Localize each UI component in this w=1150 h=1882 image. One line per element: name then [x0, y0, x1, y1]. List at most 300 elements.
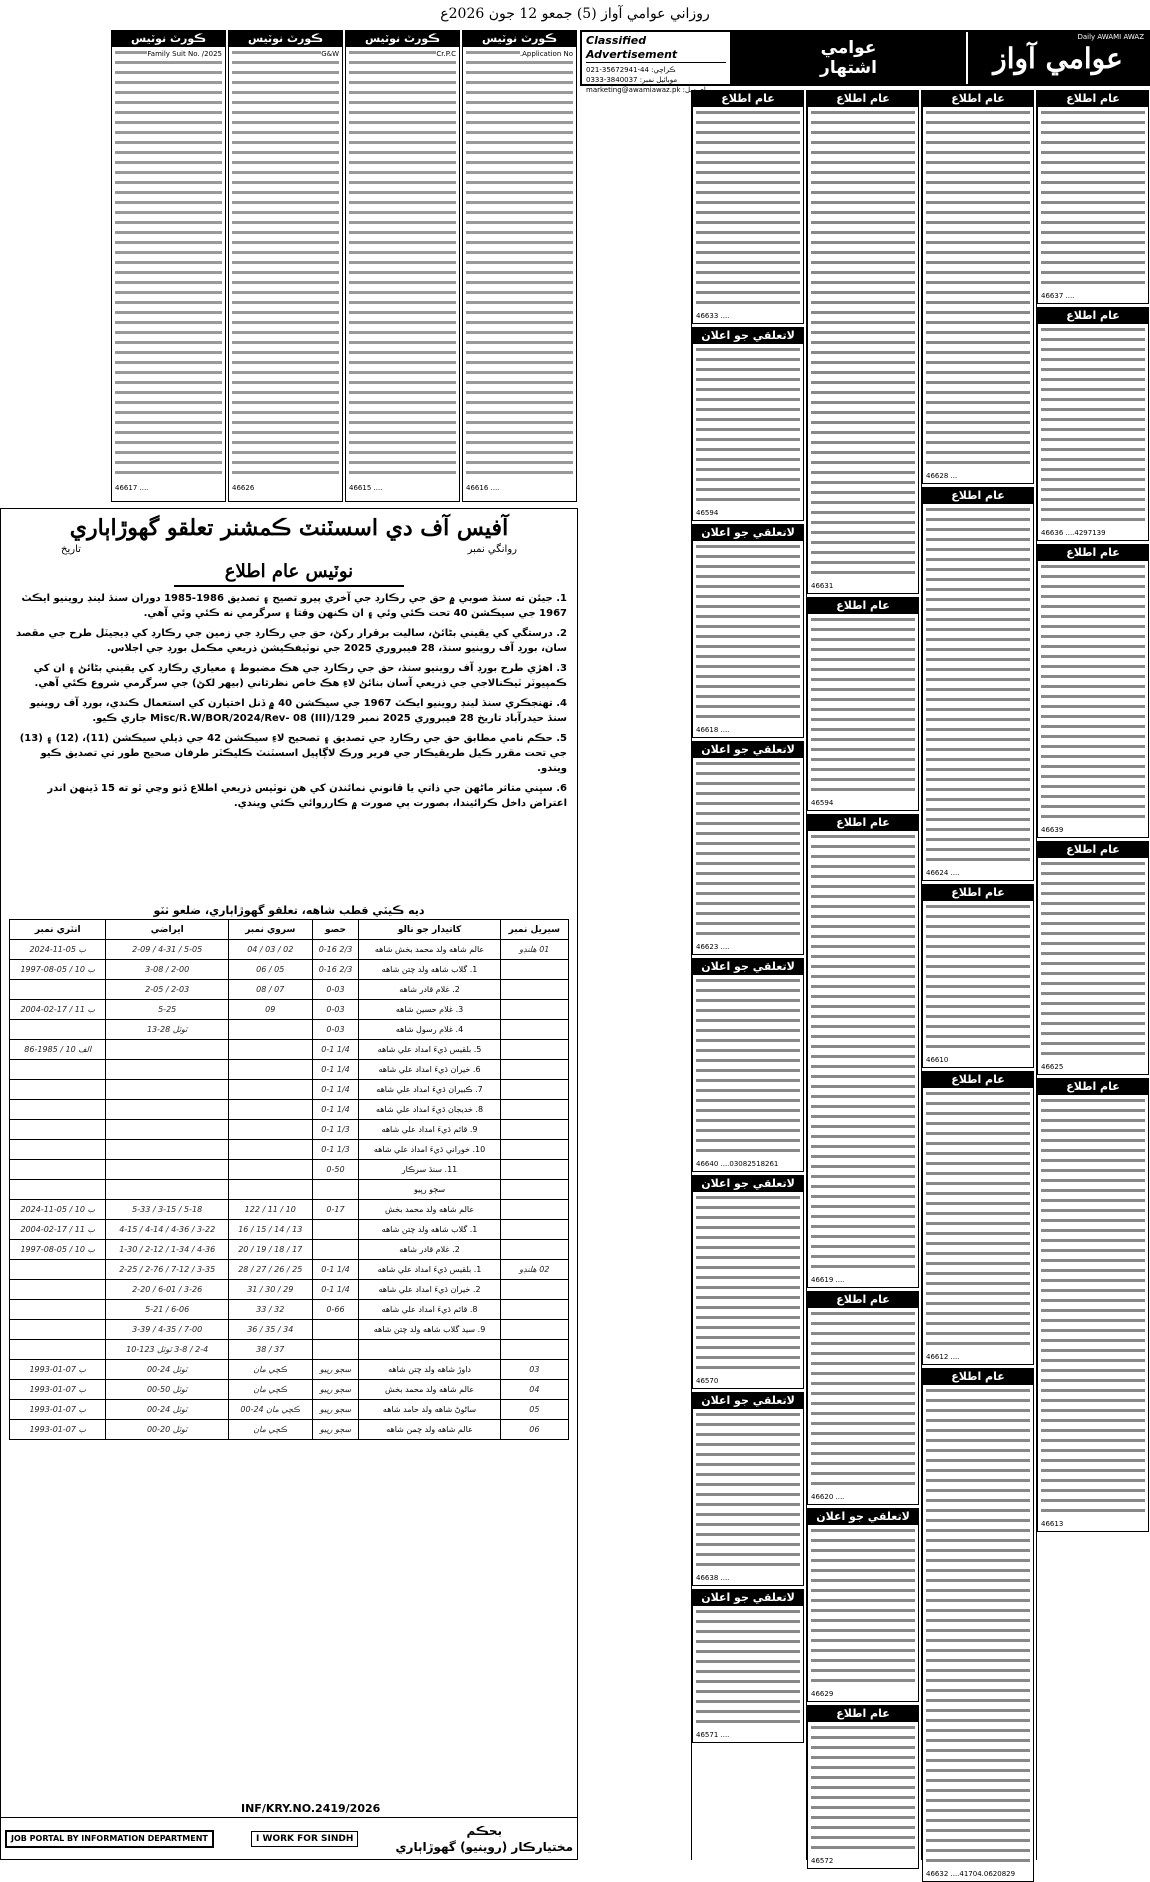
table-cell-name: 8. خديجان ڌيءَ امداد علي شاهه	[359, 1100, 500, 1120]
ad-reference: 46633 ....	[696, 312, 730, 320]
table-cell-entry: ب 10 / 05-08-1997	[10, 1240, 106, 1260]
table-cell-survey	[228, 1160, 312, 1180]
classified-ad	[922, 1071, 1034, 1365]
table-cell-serial	[500, 1060, 568, 1080]
court-notice-reference: 46615 ....	[349, 484, 383, 492]
court-notice-heading: ڪورٽ نوٽيس	[463, 31, 576, 47]
reference-line	[1, 543, 577, 557]
table-cell-name: ساڻوڻ شاهه ولد حامد شاهه	[359, 1400, 500, 1420]
court-notice-reference: 46616 ....	[466, 484, 500, 492]
table-cell-survey: 34 / 35 / 36	[228, 1320, 312, 1340]
table-cell-area: 5-25	[106, 1000, 228, 1020]
table-cell-entry	[10, 1280, 106, 1300]
classified-ad	[807, 90, 919, 594]
table-cell-serial	[500, 1160, 568, 1180]
ad-body-text	[923, 901, 1033, 1055]
ad-reference: 46638 ....	[696, 1574, 730, 1582]
table-row	[10, 1260, 569, 1280]
table-cell-serial	[500, 1120, 568, 1140]
classified-ad	[1037, 90, 1149, 304]
court-notice	[345, 30, 460, 502]
table-cell-entry: ب 11 / 17-02-2004	[10, 1220, 106, 1240]
ad-heading: عام اطلاع	[808, 91, 918, 107]
ad-body-text	[693, 1606, 803, 1730]
classified-ad	[692, 958, 804, 1172]
table-cell-serial	[500, 1080, 568, 1100]
table-cell-entry	[10, 980, 106, 1000]
table-cell-serial: 06	[500, 1420, 568, 1440]
table-cell-serial: 05	[500, 1400, 568, 1420]
ad-body-text	[923, 1385, 1033, 1869]
table-cell-share: 1/4 0-1	[312, 1080, 359, 1100]
table-cell-entry	[10, 1060, 106, 1080]
court-notice-body	[463, 47, 576, 483]
table-row	[10, 1080, 569, 1100]
table-row	[10, 960, 569, 980]
table-cell-serial	[500, 1140, 568, 1160]
table-header-cell: ايراضي	[106, 920, 228, 940]
land-record-block	[9, 901, 569, 1440]
table-cell-entry	[10, 1140, 106, 1160]
ad-reference: 46594	[811, 799, 834, 807]
table-cell-serial	[500, 1100, 568, 1120]
classified-ad	[692, 1392, 804, 1586]
table-body	[10, 940, 569, 1440]
notice-paragraph: 2. درستگي کي يقيني بڻائڻ، ساليت برقرار رکڻ، حق جي رڪارڊ جي زمين جي رڪارڊ کي ڊيجيٽل طرح جي مقصد سان، بورڊ آف روينيو سنڌ، 28 فيبروري 2025 جي نوٽيفڪيشن ذريعي مڪمل بورڊ جي اجلاس.	[15, 628, 567, 654]
ad-reference: 46594	[696, 509, 719, 517]
court-notice-fragment: Family Suit No. /2025	[147, 50, 222, 58]
ad-body-text	[693, 758, 803, 942]
table-cell-name: عالم شاهه ولد چمن شاهه	[359, 1420, 500, 1440]
left-section	[0, 30, 578, 1860]
table-cell-entry	[10, 1160, 106, 1180]
notice-paragraph: 3. اهڙي طرح بورڊ آف روينيو سنڌ، حق جي رڪارڊ جي هڪ مضبوط ۽ معياري رڪارڊ کي يقيني بڻائڻ ۽ ان کي ڪمپيوٽر ٽيڪنالاجي جي ذريعي آسان بنائڻ لاءِ هڪ خاص نظرثاني (بيهر لکڻ) جي سرگرمي شروع ڪئي آهي.	[33, 663, 567, 689]
table-cell-serial	[500, 1340, 568, 1360]
table-cell-survey	[228, 1180, 312, 1200]
table-cell-survey	[228, 1120, 312, 1140]
table-row	[10, 1040, 569, 1060]
classified-label: Classified Advertisement	[586, 34, 726, 63]
table-cell-name: 6. خيران ڌيءَ امداد علي شاهه	[359, 1060, 500, 1080]
table-cell-survey	[228, 1100, 312, 1120]
table-row	[10, 1200, 569, 1220]
court-notice	[228, 30, 343, 502]
ad-heading: عام اطلاع	[1038, 545, 1148, 561]
ad-reference: 46628 ...	[926, 472, 958, 480]
notice-title: نوٽيس عام اطلاع	[174, 559, 404, 587]
table-cell-share: سڄو رپيو	[312, 1380, 359, 1400]
table-cell-area	[106, 1160, 228, 1180]
village-heading: ديه ڪيٽي قطب شاهه، تعلقو گهوڙاٻاري، ضلعو ٺٽو	[153, 904, 425, 917]
ad-reference: 46629	[811, 1690, 834, 1698]
table-cell-area	[106, 1140, 228, 1160]
table-cell-share: 1/4 0-1	[312, 1260, 359, 1280]
table-cell-serial	[500, 1220, 568, 1240]
table-cell-area: ٽوٽل 20-00	[106, 1420, 228, 1440]
table-cell-entry	[10, 1180, 106, 1200]
ad-reference: 46636 ....4297139	[1041, 529, 1106, 537]
table-header-cell: انٽري نمبر	[10, 920, 106, 940]
table-cell-name: 7. ڪبيران ڌيءَ امداد علي شاهه	[359, 1080, 500, 1100]
table-cell-entry	[10, 1120, 106, 1140]
ad-heading: لاتعلقي جو اعلان	[693, 1590, 803, 1606]
court-notice-fragment: G&W	[321, 50, 339, 58]
newspaper-logo	[966, 32, 1148, 84]
classified-column	[921, 90, 1034, 1878]
ads-title-line1: عوامي	[820, 38, 877, 58]
table-cell-share: 0-50	[312, 1160, 359, 1180]
table-header-cell: کاتيدار جو نالو	[359, 920, 500, 940]
ad-reference: 46619 ....	[811, 1276, 845, 1284]
table-cell-name: 1. گلاب شاهه ولد چتن شاهه	[359, 960, 500, 980]
ad-heading: عام اطلاع	[923, 885, 1033, 901]
ad-heading: لاتعلقي جو اعلان	[693, 328, 803, 344]
table-row	[10, 1060, 569, 1080]
table-cell-name: 2. غلام قادر شاهه	[359, 1240, 500, 1260]
ad-reference: 46571 ....	[696, 1731, 730, 1739]
table-cell-name: 8. قائم ڌيءَ امداد علي شاهه	[359, 1300, 500, 1320]
notice-paragraph: 5. حڪم نامي مطابق حق جي رڪارڊ جي تصديق ۽ تصحيح لاءِ سيڪشن 42 جي ذيلي سيڪشن (11)، (12) ۽ (13) جي تحت مقرر ڪيل طريقيڪار جي فرير ورڪ لاڳاپيل اسسٽنٽ ڪليڪٽر طرفان صحيح طور تي تصديق ڪيو ويندو.	[19, 733, 567, 774]
table-cell-entry: ب 05-11-2024	[10, 940, 106, 960]
ad-body-text	[1038, 324, 1148, 528]
ad-heading: عام اطلاع	[1038, 1079, 1148, 1095]
table-cell-share	[312, 1340, 359, 1360]
table-cell-area	[106, 1100, 228, 1120]
table-cell-survey: 37 / 38	[228, 1340, 312, 1360]
classified-ad	[692, 741, 804, 955]
table-cell-share: 0-03	[312, 1000, 359, 1020]
table-cell-serial	[500, 1020, 568, 1040]
table-row	[10, 1140, 569, 1160]
ad-body-text	[693, 1192, 803, 1376]
table-cell-entry: ب 10 / 05-08-1997	[10, 960, 106, 980]
classified-ad	[1037, 544, 1149, 838]
ad-heading: عام اطلاع	[808, 815, 918, 831]
classified-ad	[807, 1705, 919, 1869]
table-header-cell: سروي نمبر	[228, 920, 312, 940]
table-cell-name: 2. خيران ڌيءَ امداد علي شاهه	[359, 1280, 500, 1300]
contact-line: 0333-3840037 :موبائيل نمبر	[586, 76, 678, 84]
ad-reference: 46623 ....	[696, 943, 730, 951]
table-cell-serial	[500, 960, 568, 980]
ref-label: روانگي نمبر	[467, 544, 517, 555]
table-cell-entry: ب 11 / 17-02-2004	[10, 1000, 106, 1020]
classified-ad	[1037, 307, 1149, 541]
table-row	[10, 1320, 569, 1340]
table-cell-name: 1. گلاب شاهه ولد چتن شاهه	[359, 1220, 500, 1240]
classified-ad	[807, 1291, 919, 1505]
table-cell-serial	[500, 1180, 568, 1200]
table-cell-share: سڄو رپيو	[312, 1400, 359, 1420]
contact-line: marketing@awamiawaz.pk :اي ميل	[586, 86, 706, 94]
table-cell-area: 2-03 / 2-05	[106, 980, 228, 1000]
table-cell-serial	[500, 1200, 568, 1220]
table-cell-survey: 25 / 26 / 27 / 28	[228, 1260, 312, 1280]
table-cell-area: 5-18 / 3-15 / 5-33	[106, 1200, 228, 1220]
table-cell-survey: ڪچي مان 24-00	[228, 1400, 312, 1420]
notice-paragraphs	[1, 591, 577, 811]
table-cell-area: 4-36 / 1-34 / 2-12 / 1-30	[106, 1240, 228, 1260]
classified-ad	[1037, 1078, 1149, 1532]
ad-body-text	[693, 541, 803, 725]
table-row	[10, 1120, 569, 1140]
land-record-table	[9, 919, 569, 1440]
classified-ad	[692, 1175, 804, 1389]
classified-ad	[807, 1508, 919, 1702]
court-notices-row	[0, 30, 578, 502]
table-row	[10, 1220, 569, 1240]
table-cell-serial	[500, 1040, 568, 1060]
ad-body-text	[808, 831, 918, 1275]
classified-column	[691, 90, 804, 1860]
table-cell-share: 1/3 0-1	[312, 1140, 359, 1160]
classified-ad	[692, 1589, 804, 1743]
table-cell-share: 2/3 0-16	[312, 940, 359, 960]
signature-block	[396, 1823, 573, 1855]
table-cell-share: 1/4 0-1	[312, 1040, 359, 1060]
ad-body-text	[808, 107, 918, 581]
classified-ad	[922, 1368, 1034, 1882]
ad-body-text	[923, 504, 1033, 868]
ad-body-text	[693, 1409, 803, 1573]
classified-ad	[922, 884, 1034, 1068]
ad-heading: عام اطلاع	[1038, 91, 1148, 107]
ad-body-text	[923, 107, 1033, 471]
table-cell-serial	[500, 1240, 568, 1260]
table-cell-area	[106, 1180, 228, 1200]
ad-reference: 46572	[811, 1857, 834, 1865]
table-cell-share: 0-17	[312, 1200, 359, 1220]
table-cell-entry: ب 07-01-1993	[10, 1360, 106, 1380]
table-header-cell: حصو	[312, 920, 359, 940]
table-cell-serial	[500, 1000, 568, 1020]
classified-ad	[1037, 841, 1149, 1075]
court-notice-reference: 46617 ....	[115, 484, 149, 492]
date-label: تاريخ	[61, 544, 81, 555]
table-row	[10, 1100, 569, 1120]
table-cell-survey: 17 / 18 / 19 / 20	[228, 1240, 312, 1260]
table-cell-name	[359, 1340, 500, 1360]
court-notice	[462, 30, 577, 502]
signature-line2: مختيارڪار (روينيو) گهوڙاٻاري	[395, 1839, 573, 1854]
court-notice-heading: ڪورٽ نوٽيس	[346, 31, 459, 47]
classified-ad	[807, 814, 919, 1288]
classified-column	[806, 90, 919, 1865]
ad-heading: عام اطلاع	[808, 1706, 918, 1722]
ad-heading: لاتعلقي جو اعلان	[693, 959, 803, 975]
classified-ad	[692, 90, 804, 324]
ad-heading: عام اطلاع	[808, 598, 918, 614]
table-cell-name: 9. سيد گلاب شاهه ولد چتن شاهه	[359, 1320, 500, 1340]
ad-heading: لاتعلقي جو اعلان	[808, 1509, 918, 1525]
table-row	[10, 1000, 569, 1020]
table-cell-entry: ب 07-01-1993	[10, 1420, 106, 1440]
table-cell-survey	[228, 1020, 312, 1040]
table-cell-share: 1/4 0-1	[312, 1060, 359, 1080]
ad-reference: 46610	[926, 1056, 949, 1064]
government-notice	[0, 508, 578, 1860]
ad-reference: 46639	[1041, 826, 1064, 834]
classified-columns	[580, 90, 1150, 1878]
table-cell-area: 2-4 / 3-8 ٽوٽل 123-10	[106, 1340, 228, 1360]
table-cell-area: ٽوٽل 50-00	[106, 1380, 228, 1400]
classified-ad	[922, 90, 1034, 484]
classified-ad	[922, 487, 1034, 881]
table-cell-serial: 03	[500, 1360, 568, 1380]
ad-body-text	[808, 1308, 918, 1492]
court-notice-body	[229, 47, 342, 483]
classifieds-masthead	[580, 30, 1150, 94]
table-row	[10, 1240, 569, 1260]
table-cell-entry	[10, 1300, 106, 1320]
ad-heading: لاتعلقي جو اعلان	[693, 1176, 803, 1192]
table-row	[10, 1280, 569, 1300]
table-row	[10, 1160, 569, 1180]
table-cell-area: ٽوٽل 24-00	[106, 1400, 228, 1420]
table-cell-share	[312, 1220, 359, 1240]
table-cell-survey	[228, 1080, 312, 1100]
ad-heading: عام اطلاع	[923, 1072, 1033, 1088]
table-cell-area	[106, 1120, 228, 1140]
table-cell-entry	[10, 1020, 106, 1040]
table-cell-entry	[10, 1320, 106, 1340]
ad-reference: 46613	[1041, 1520, 1064, 1528]
table-cell-entry: الف 10 / 1985-86	[10, 1040, 106, 1060]
ad-body-text	[693, 344, 803, 508]
ad-body-text	[1038, 107, 1148, 291]
table-cell-survey	[228, 1060, 312, 1080]
court-notice	[111, 30, 226, 502]
ad-reference: 46632 ....41704.0620829	[926, 1870, 1016, 1878]
ad-heading: عام اطلاع	[1038, 308, 1148, 324]
table-cell-entry: ب 07-01-1993	[10, 1380, 106, 1400]
table-cell-area: ٽوٽل 24-00	[106, 1360, 228, 1380]
ad-body-text	[808, 1722, 918, 1856]
ad-reference: 46640 ....03082518261	[696, 1160, 779, 1168]
table-cell-name: 9. قائم ڌيءَ امداد علي شاهه	[359, 1120, 500, 1140]
notice-paragraph: 4. تهنجڪري سنڌ لينڊ روينيو ايڪٽ 1967 جي سيڪشن 40 ۾ ڏنل اختيارن کي استعمال ڪندي، بورڊ آف روينيو سنڌ حيدرآباد تاريخ 28 فيبروري 2025 نمبر Misc/R.W/BOR/2024/Rev- 08 (III)/129 جاري ڪيو.	[29, 698, 567, 724]
table-cell-name: 11. سنڌ سرڪار	[359, 1160, 500, 1180]
table-cell-share: 1/4 0-1	[312, 1280, 359, 1300]
table-row	[10, 1300, 569, 1320]
table-cell-name: 1. بلقيس ڌيءَ امداد علي شاهه	[359, 1260, 500, 1280]
table-cell-name: 5. بلقيس ڌيءَ امداد علي شاهه	[359, 1040, 500, 1060]
table-cell-entry: ب 07-01-1993	[10, 1400, 106, 1420]
table-cell-entry	[10, 1340, 106, 1360]
ad-body-text	[693, 975, 803, 1159]
table-cell-entry	[10, 1100, 106, 1120]
table-cell-area: 3-26 / 6-01 / 2-20	[106, 1280, 228, 1300]
table-cell-share: 1/4 0-1	[312, 1100, 359, 1120]
court-notice-reference: 46626	[232, 484, 255, 492]
ad-heading: عام اطلاع	[923, 488, 1033, 504]
court-notice-body	[346, 47, 459, 483]
ad-heading: عام اطلاع	[1038, 842, 1148, 858]
ad-reference: 46631	[811, 582, 834, 590]
classifieds-section	[580, 30, 1150, 1878]
table-cell-survey: ڪچي مان	[228, 1380, 312, 1400]
inf-number: INF/KRY.NO.2419/2026	[241, 1802, 381, 1815]
table-cell-name: عالم شاهه ولد محمد بخش شاهه	[359, 940, 500, 960]
table-row	[10, 1180, 569, 1200]
table-cell-serial	[500, 1300, 568, 1320]
page-header-line: روزاني عوامي آواز (5) جمعو 12 جون 2026ع	[440, 6, 710, 22]
table-header-row	[10, 920, 569, 940]
notice-paragraph: 6. سڀني متاثر ماڻهن جي ذاتي يا قانوني نمائندن کي هن نوٽيس ذريعي اطلاع ڏنو وڃي ٿو ته 15 ڏينهن اندر اعتراض داخل ڪرائيندا، بصورت ٻي صورت ۾ ڪارروائي ڪئي ويندي.	[47, 783, 567, 809]
contact-line: 021-35672941-44 :ڪراچي	[586, 66, 676, 74]
ad-heading: لاتعلقي جو اعلان	[693, 525, 803, 541]
table-cell-survey: 13 / 14 / 15 / 16	[228, 1220, 312, 1240]
table-cell-area: 5-05 / 4-31 / 2-09	[106, 940, 228, 960]
table-row	[10, 1360, 569, 1380]
table-row	[10, 940, 569, 960]
table-cell-area	[106, 1060, 228, 1080]
table-cell-share	[312, 1240, 359, 1260]
ad-body-text	[808, 1525, 918, 1689]
office-title: آفيس آف دي اسسٽنٽ ڪمشنر تعلقو گهوڙاٻاري	[69, 515, 509, 541]
ad-heading: لاتعلقي جو اعلان	[693, 1393, 803, 1409]
table-cell-survey: 29 / 30 / 31	[228, 1280, 312, 1300]
table-cell-survey: 10 / 11 / 122	[228, 1200, 312, 1220]
table-cell-survey: 09	[228, 1000, 312, 1020]
table-cell-area: 3-35 / 7-12 / 2-76 / 2-25	[106, 1260, 228, 1280]
table-cell-survey: 32 / 33	[228, 1300, 312, 1320]
ad-reference: 46637 ....	[1041, 292, 1075, 300]
ad-body-text	[1038, 561, 1148, 825]
ad-body-text	[1038, 858, 1148, 1062]
table-cell-survey	[228, 1040, 312, 1060]
table-row	[10, 1020, 569, 1040]
table-cell-survey: 05 / 06	[228, 960, 312, 980]
ad-reference: 46625	[1041, 1063, 1064, 1071]
table-cell-area: 3-22 / 4-36 / 4-14 / 4-15	[106, 1220, 228, 1240]
table-header-cell: سيريل نمبر	[500, 920, 568, 940]
daily-label: Daily AWAMI AWAZ	[1077, 33, 1144, 41]
table-cell-serial: 04	[500, 1380, 568, 1400]
table-cell-share: 0-03	[312, 1020, 359, 1040]
table-cell-name: سڄو رپيو	[359, 1180, 500, 1200]
signature-line1: بحڪم	[466, 1823, 502, 1838]
table-cell-share	[312, 1320, 359, 1340]
work-for-sindh-logo: I WORK FOR SINDH	[251, 1831, 358, 1847]
table-row	[10, 1400, 569, 1420]
table-cell-name: داوڙ شاهه ولد چتن شاهه	[359, 1360, 500, 1380]
contact-box	[582, 32, 731, 94]
ad-body-text	[693, 107, 803, 311]
table-cell-area: 2-00 / 3-08	[106, 960, 228, 980]
table-cell-name: 10. خوراني ڌيءَ امداد علي شاهه	[359, 1140, 500, 1160]
table-cell-serial: 01 هلنڊو	[500, 940, 568, 960]
table-cell-survey: 02 / 03 / 04	[228, 940, 312, 960]
table-cell-share: سڄو رپيو	[312, 1420, 359, 1440]
table-cell-area: ٽوٽل 28-13	[106, 1020, 228, 1040]
ad-heading: عام اطلاع	[923, 1369, 1033, 1385]
court-notice-heading: ڪورٽ نوٽيس	[229, 31, 342, 47]
ad-body-text	[808, 614, 918, 798]
court-notice-body	[112, 47, 225, 483]
ad-body-text	[923, 1088, 1033, 1352]
classified-ad	[692, 327, 804, 521]
notice-footer	[1, 1802, 577, 1859]
table-cell-name: 4. غلام رسول شاهه	[359, 1020, 500, 1040]
table-cell-area	[106, 1040, 228, 1060]
table-cell-share: 2/3 0-16	[312, 960, 359, 980]
table-cell-entry	[10, 1080, 106, 1100]
table-cell-share: 0-03	[312, 980, 359, 1000]
table-cell-share: 0-66	[312, 1300, 359, 1320]
table-cell-survey: ڪچي مان	[228, 1420, 312, 1440]
classified-column	[1036, 90, 1149, 1860]
